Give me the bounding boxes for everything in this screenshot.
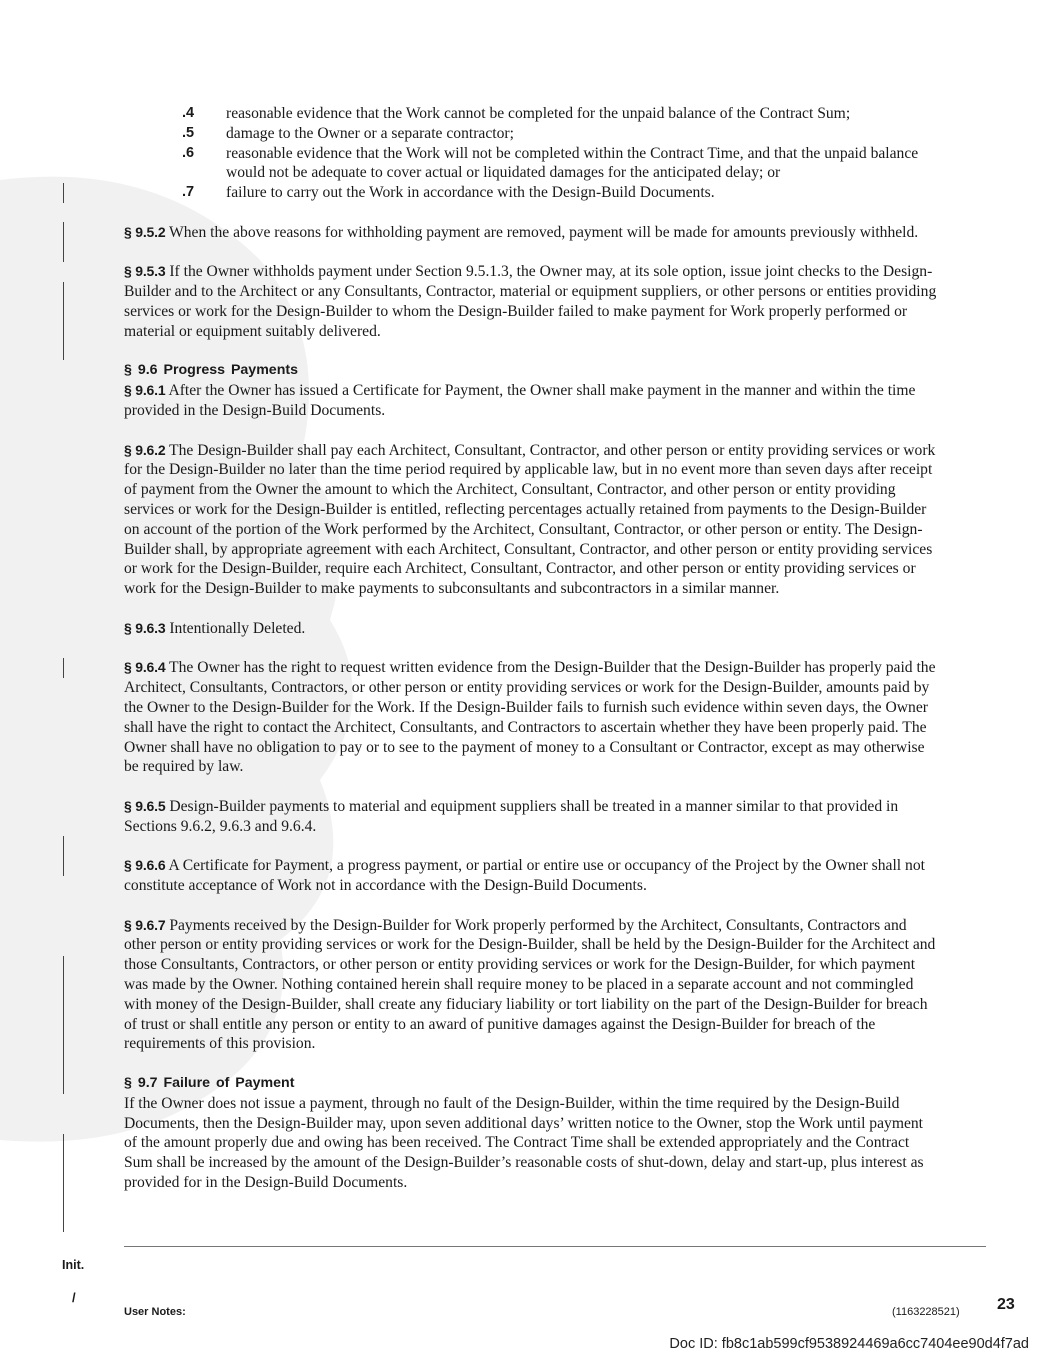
section-text: When the above reasons for withholding payment are removed, payment will be made for amounts previously withheld. xyxy=(169,223,919,241)
section-9-6-2 xyxy=(124,441,939,599)
list-item-number: .4 xyxy=(182,105,195,121)
list-item-number: .7 xyxy=(182,184,195,201)
list-item xyxy=(182,124,939,144)
change-bar xyxy=(63,183,64,203)
page-number: 23 xyxy=(997,1296,1015,1313)
list-item-text: damage to the Owner or a separate contractor; xyxy=(226,124,514,142)
section-label: § 9.6.1 xyxy=(124,382,166,399)
section-9-6-6 xyxy=(124,856,939,896)
withholding-reasons-list xyxy=(182,104,939,203)
section-text: The Design-Builder shall pay each Architect, Consultant, Contractor, and other person or entity providing services or work for the Design-Builder no later than the time period required by applicable law, but in no event more than seven days after receipt of payment from the Owner the amount to which the Architect, Consultant, Contractor, and other person or entity providing services or work for the Design-Builder is entitled, reflecting percentages actually retained from payments to the Design-Builder on account of the portion of the Work performed by the Architect, Consultant, Contractor, or other person or entity. The Design-Builder shall, by appropriate agreement with each Architect, Consultant, Contractor, and other person or entity providing services or work for the Design-Builder, require each Architect, Consultant, Contractor, and other person or entity providing services or work for the Design-Builder to make payments to subconsultants and subcontractors in a similar manner. xyxy=(124,441,936,598)
doc-id: Doc ID: fb8c1ab599cf9538924469a6cc7404ee90d4f7ad xyxy=(669,1336,1029,1352)
change-bar xyxy=(63,1134,64,1232)
change-bar xyxy=(63,222,64,262)
section-9-5-3 xyxy=(124,262,939,341)
user-notes-label: User Notes: xyxy=(124,1306,186,1318)
section-9-6-7 xyxy=(124,916,939,1055)
section-label: § 9.5.3 xyxy=(124,263,166,280)
section-label: § 9.6.5 xyxy=(124,797,166,814)
footer-divider xyxy=(124,1246,986,1247)
section-text: Intentionally Deleted. xyxy=(169,619,306,637)
section-9-6-1 xyxy=(124,381,939,421)
heading-failure-of-payment: § 9.7 Failure of Payment xyxy=(124,1075,295,1092)
list-item-text: reasonable evidence that the Work cannot be completed for the unpaid balance of the Contract Sum; xyxy=(226,105,851,122)
initials-slash: / xyxy=(72,1290,76,1305)
section-text: The Owner has the right to request written evidence from the Design-Builder that the Design-Builder has properly paid the Architect, Consultants, Contractors, or other person or entity providing services or work for the Design-Builder, amounts paid by the Owner to the Design-Builder for the Work. If the Design-Builder fails to furnish such evidence within seven days, the Owner shall have the right to contact the Architect, Consultants, and Contractors to ascertain whether they have been properly paid. The Owner shall have no obligation to pay or to see to the payment of money to a Consultant or Contractor, except as may otherwise be required by law. xyxy=(124,659,936,776)
section-text: Design-Builder payments to material and equipment suppliers shall be treated in a manner similar to that provided in Sections 9.6.2, 9.6.3 and 9.6.4. xyxy=(124,797,899,835)
list-item xyxy=(182,183,939,203)
section-label: § 9.6.2 xyxy=(124,441,166,458)
section-9-6-5 xyxy=(124,797,939,837)
section-label: § 9.6.3 xyxy=(124,619,166,636)
section-9-7-text: If the Owner does not issue a payment, through no fault of the Design-Builder, within the time required by the Design-Build Documents, then the Design-Builder may, upon seven additional days’ written notice to the Owner, stop the Work until payment of the amount properly due and owing has been received. The Contract Time shall be extended appropriately and the Contract Sum shall be increased by the amount of the Design-Builder’s reasonable costs of shut-down, delay and start-up, plus interest as provided for in the Design-Build Documents. xyxy=(124,1094,924,1192)
section-label: § 9.6.4 xyxy=(124,659,166,676)
section-label: § 9.5.2 xyxy=(124,223,166,240)
section-text: If the Owner withholds payment under Section 9.5.1.3, the Owner may, at its sole option, issue joint checks to the Design-Builder and to the Architect or any Consultants, Contractor, material or equipment suppliers, or other persons or entities providing services or work for the Design-Builder to whom the Design-Builder failed to make payment for Work properly performed or material or equipment suitably delivered. xyxy=(124,263,937,340)
document-number: (1163228521) xyxy=(892,1306,960,1318)
section-9-5-2 xyxy=(124,223,939,243)
change-bar xyxy=(63,658,64,678)
heading-progress-payments: § 9.6 Progress Payments xyxy=(124,362,298,379)
change-bar xyxy=(63,956,64,1094)
list-item xyxy=(182,104,939,124)
change-bar xyxy=(63,836,64,876)
section-9-6-3 xyxy=(124,619,939,639)
list-item-text: failure to carry out the Work in accordance with the Design-Build Documents. xyxy=(226,184,715,202)
section-label: § 9.6.6 xyxy=(124,857,166,874)
initials-label: Init. xyxy=(62,1258,85,1272)
document-body xyxy=(124,104,939,1213)
section-text: Payments received by the Design-Builder for Work properly performed by the Architect, Consultants, Contractors and other person or entity providing services or work for the Design-Builder, shall be held by the Design-Builder for the Architect and those Consultants, Contractors, or other person or entity providing services or work for the Design-Builder, for which payment was made by the Owner. Nothing contained herein shall require money to be placed in a separate account and not commingled with money of the Design-Builder, shall create any fiduciary liability or tort liability on the part of the Design-Builder for breach of trust or shall entitle any person or entity to an award of punitive damages against the Design-Builder for breach of the requirements of this provision. xyxy=(124,916,936,1053)
list-item xyxy=(182,144,939,184)
list-item-number: .6 xyxy=(182,144,195,161)
section-text: A Certificate for Payment, a progress payment, or partial or entire use or occupancy of the Project by the Owner shall not constitute acceptance of Work not in accordance with the Design-Build Documents. xyxy=(124,857,925,895)
list-item-number: .5 xyxy=(182,124,195,141)
section-9-6-4 xyxy=(124,658,939,777)
section-text: After the Owner has issued a Certificate for Payment, the Owner shall make payment in the manner and within the time provided in the Design-Build Documents. xyxy=(124,382,916,419)
change-bar xyxy=(63,282,64,360)
list-item-text: reasonable evidence that the Work will not be completed within the Contract Time, and that the unpaid balance would not be adequate to cover actual or liquidated damages for the anticipated delay; or xyxy=(226,144,919,182)
section-label: § 9.6.7 xyxy=(124,916,166,933)
